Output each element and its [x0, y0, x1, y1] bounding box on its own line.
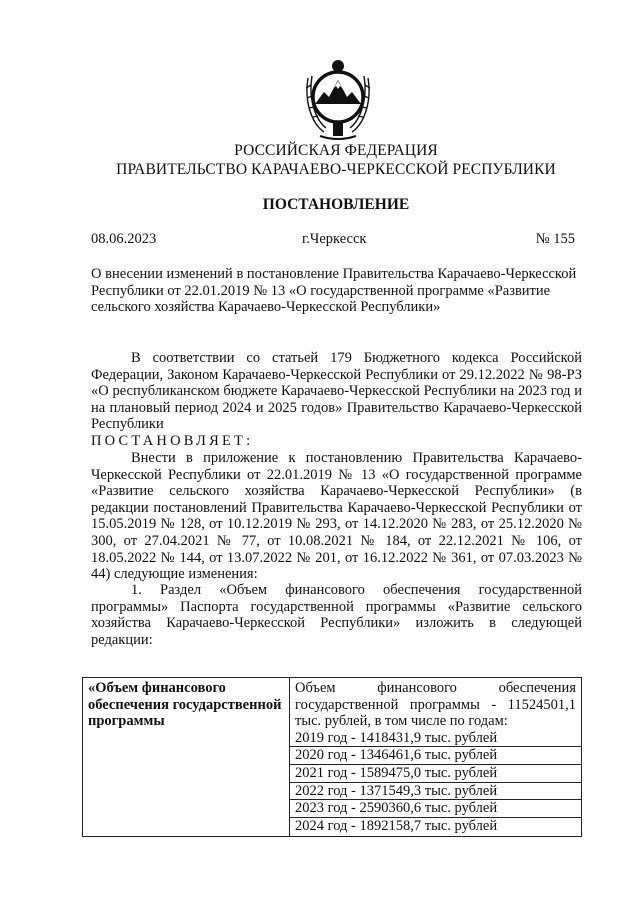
- year-row: 2024 год - 1892158,7 тыс. рублей: [290, 817, 581, 835]
- financing-years: [295, 730, 576, 835]
- preamble-paragraph: В соответствии со статьей 179 Бюджетного кодекса Российской Федерации, Законом Карачаево-Черкесской Республики от 29.12.2022 № 98-РЗ «О республиканском бюджете Карачаево-Черкесской Республики на 2023 год и на плановый период 2024 и 2025 годов» Правительство Карачаево-Черкесской Республики: [91, 350, 582, 433]
- document-type: ПОСТАНОВЛЕНИЕ: [262, 196, 410, 213]
- financing-label-cell: «Объем финансового обеспечения государственной программы: [83, 678, 290, 837]
- document-date: 08.06.2023: [91, 231, 157, 247]
- clause-intro-paragraph: Внести в приложение к постановлению Правительства Карачаево-Черкесской Республики от 22.01.2019 № 13 «О государственной программе «Развитие сельского хозяйства Карачаево-Черкесской Республики» (в редакции постановлений Правительства Карачаево-Черкесской Республики от 15.05.2019 № 128, от 10.12.2019 № 293, от 14.12.2020 № 283, от 25.12.2020 № 300, от 27.04.2021 № 77, от 10.08.2021 № 184, от 22.12.2021 № 106, от 18.05.2022 № 144, от 13.07.2022 № 201, от 16.12.2022 № 361, от 07.03.2023 № 44) следующие изменения:: [91, 450, 582, 583]
- financing-table: [82, 677, 582, 837]
- resolves-heading: ПОСТАНОВЛЯЕТ:: [91, 433, 254, 449]
- document-number: № 155: [535, 231, 575, 247]
- financing-value-cell: [290, 678, 582, 837]
- clause-1-paragraph: 1. Раздел «Объем финансового обеспечения государственной программы» Паспорта государственной программы «Развитие сельского хозяйства Карачаево-Черкесской Республики» изложить в следующей редакции:: [91, 582, 582, 648]
- year-row: 2019 год - 1418431,9 тыс. рублей: [295, 729, 498, 746]
- year-row: 2023 год - 2590360,6 тыс. рублей: [290, 799, 581, 817]
- country-title: РОССИЙСКАЯ ФЕДЕРАЦИЯ: [234, 142, 438, 159]
- document-subject: О внесении изменений в постановление Правительства Карачаево-Черкесской Республики от 22.01.2019 № 13 «О государственной программе «Развитие сельского хозяйства Карачаево-Черкесской Республики»: [91, 266, 577, 316]
- year-row: 2021 год - 1589475,0 тыс. рублей: [290, 764, 581, 782]
- republic-emblem: [298, 52, 378, 146]
- document-city: г.Черкесск: [302, 231, 367, 247]
- government-title: ПРАВИТЕЛЬСТВО КАРАЧАЕВО-ЧЕРКЕССКОЙ РЕСПУБЛИКИ: [116, 161, 556, 178]
- financing-intro: Объем финансового обеспечения государственной программы - 11524501,1 тыс. рублей, в том числе по годам:: [295, 680, 576, 730]
- year-row: 2022 год - 1371549,3 тыс. рублей: [290, 782, 581, 800]
- year-row: 2020 год - 1346461,6 тыс. рублей: [290, 746, 581, 764]
